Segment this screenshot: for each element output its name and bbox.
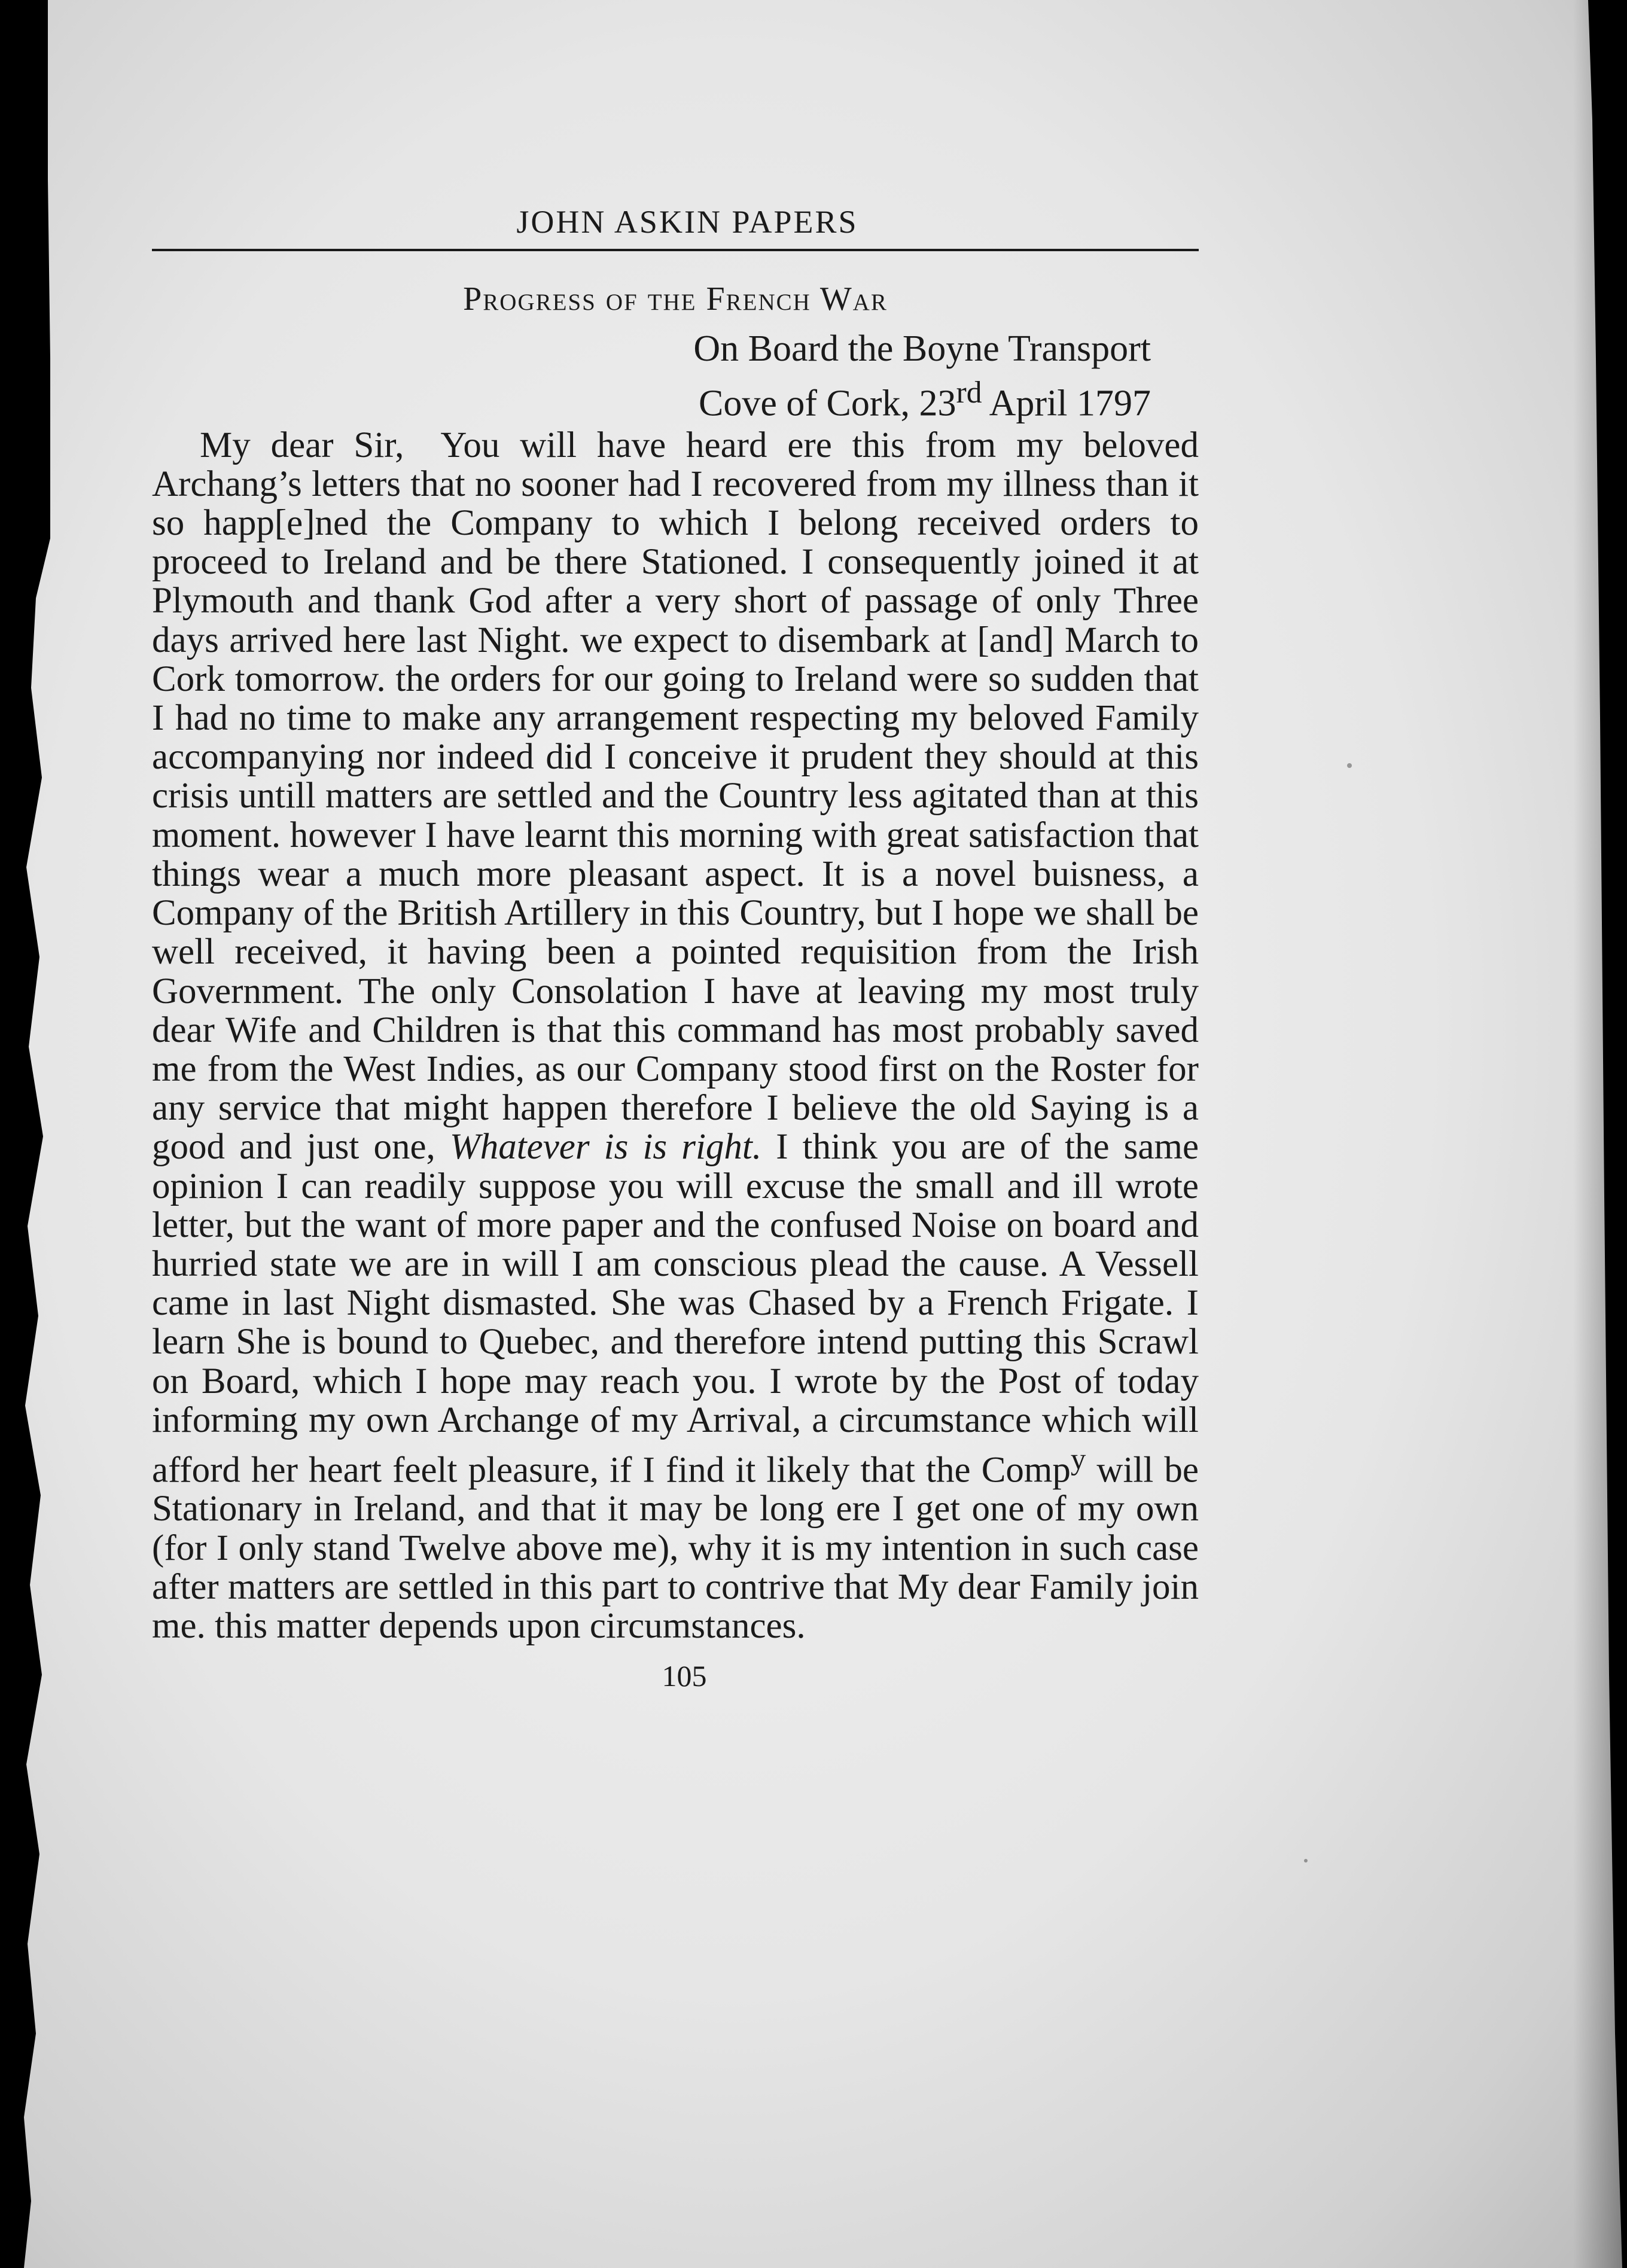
italic-phrase: Whatever is is right. bbox=[449, 1127, 762, 1167]
letter-place: On Board the Boyne Transport bbox=[693, 328, 1151, 369]
letter-body bbox=[152, 426, 1199, 1646]
section-title: Progress of the French War bbox=[463, 281, 888, 318]
page-number: 105 bbox=[662, 1659, 707, 1693]
body-text-2: I think you are of the same opinion I can readily suppose you will excuse the small and ill wrote letter, but the want of more paper and the confused Noise on board and hurried state we are in will I am conscious plead the cause. A Vessell came in last Night dismasted. She was Chased by a French Frigate. I learn She is bound to Quebec, and therefore intend putting this Scrawl on Board, which I hope may reach you. I wrote by the Post of today informing my own Archange of my Arrival, a circumstance which will afford her heart feelt pleasure, if I find it likely that the Comp bbox=[152, 1127, 1199, 1490]
paper-speck bbox=[1347, 763, 1352, 768]
date-suffix: April 1797 bbox=[982, 383, 1151, 424]
running-head: JOHN ASKIN PAPERS bbox=[516, 204, 858, 240]
body-text-3: will be Stationary in Ireland, and that it may be long ere I get one of my own (for I only stand Twelve above me), why it is my intention in such case after matters are settled in this part to contrive that My dear Family join me. this matter depends upon circumstances. bbox=[152, 1450, 1199, 1647]
date-prefix: Cove of Cork, 23 bbox=[698, 383, 956, 424]
page-edge-shadow bbox=[1573, 0, 1627, 2268]
date-superscript: rd bbox=[956, 376, 982, 410]
text-column bbox=[152, 203, 1199, 1693]
salutation: My dear Sir, bbox=[200, 425, 404, 465]
body-text-1: You will have heard ere this from my beloved Archang’s letters that no sooner had I recovered from my illness than it so happ[e]ned the Company to which I belong received orders to proceed to Ireland and be there Stationed. I consequently joined it at Plymouth and thank God after a very short of passage of only Three days arrived here last Night. we expect to disembark at [and] March to Cork tomorrow. the orders for our going to Ireland were so sudden that I had no time to make any arrangement respecting my beloved Family accompanying nor indeed did I conceive it prudent they should at this crisis untill matters are settled and the Country less agitated than at this moment. however I have learnt this morning with great satisfaction that things wear a much more pleasant aspect. It is a novel buisness, a Company of the British Artillery in this Country, but I hope we shall be well received, it having been a pointed requisition from the Irish Government. The only Consolation I have at leaving my most truly dear Wife and Children is that this command has most probably saved me from the West Indies, as our Company stood first on the Roster for any service that might happen therefore I believe the old Saying is a good and just one, bbox=[152, 425, 1199, 1167]
paper-speck bbox=[1304, 1859, 1308, 1862]
body-superscript: y bbox=[1070, 1441, 1086, 1476]
letter-date bbox=[152, 371, 1199, 426]
header-rule bbox=[152, 249, 1199, 251]
